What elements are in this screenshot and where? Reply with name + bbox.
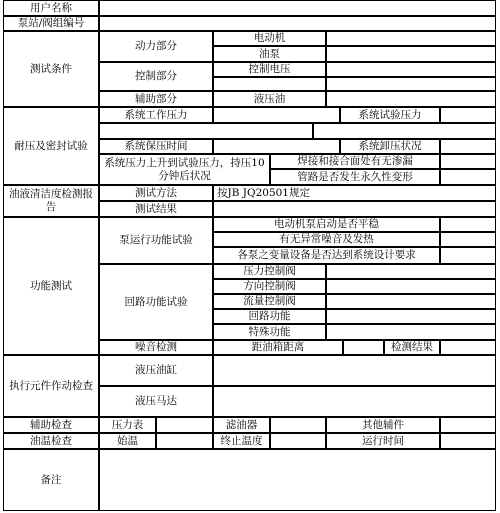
oil-pump-label: 油泵 (213, 46, 326, 62)
user-name-value[interactable] (99, 0, 496, 16)
distance-label: 距油箱距离 (213, 340, 343, 355)
noise-heat-label: 有无异常噪音及发热 (213, 232, 440, 247)
start-temp-label: 始温 (99, 433, 156, 449)
end-temp-value[interactable] (270, 433, 326, 449)
motor-smooth-label: 电动机泵启动是否平稳 (213, 217, 440, 232)
circuit-test-label: 回路功能试验 (99, 264, 213, 340)
pump-test-label: 泵运行功能试验 (99, 217, 213, 264)
user-name-label: 用户名称 (3, 0, 99, 16)
remarks-value[interactable] (99, 449, 496, 511)
pressure-reach-label: 各泵之变量设备是否达到系统设计要求 (213, 247, 440, 264)
power-part-label: 动力部分 (99, 31, 213, 62)
hold-time-value[interactable] (213, 139, 340, 154)
control-blank-value[interactable] (326, 77, 496, 91)
hold-time-label: 系统保压时间 (99, 139, 213, 154)
unload-status-value[interactable] (440, 139, 496, 154)
noise-detect-label: 噪音检测 (99, 340, 213, 355)
other-parts-value[interactable] (440, 417, 496, 433)
test-conditions-label: 测试条件 (3, 31, 99, 107)
remarks-label: 备注 (3, 449, 99, 511)
flow-valve-value[interactable] (326, 294, 496, 309)
cylinder-label: 液压油缸 (99, 355, 213, 386)
pressure-reach-value[interactable] (440, 247, 496, 264)
special-function-value[interactable] (326, 324, 496, 340)
cylinder-value[interactable] (213, 355, 496, 386)
station-no-label: 泵站/阀组编号 (3, 16, 99, 31)
hydraulic-oil-value[interactable] (326, 91, 496, 107)
motor-label: 电动机 (213, 31, 326, 46)
other-parts-label: 其他辅件 (326, 417, 440, 433)
noise-heat-value[interactable] (440, 232, 496, 247)
control-voltage-label: 控制电压 (213, 62, 326, 77)
pressure-valve-label: 压力控制阀 (213, 264, 326, 279)
detect-result-label: 检测结果 (384, 340, 440, 355)
weld-leak-value[interactable] (440, 154, 496, 169)
control-blank-label (213, 77, 326, 91)
working-pressure-label: 系统工作压力 (99, 107, 213, 123)
pressure-valve-value[interactable] (326, 264, 496, 279)
control-part-label: 控制部分 (99, 62, 213, 91)
weld-leak-label: 焊接和接合面处有无渗漏 (270, 154, 440, 169)
run-time-value[interactable] (440, 433, 496, 449)
flow-valve-label: 流量控制阀 (213, 294, 326, 309)
test-pressure-label: 系统试验压力 (340, 107, 440, 123)
pipe-deform-label: 管路是否发生永久性变形 (270, 169, 440, 185)
oil-cleanliness-label: 油液清洁度检测报告 (3, 185, 99, 217)
circuit-function-label: 回路功能 (213, 309, 326, 324)
hyd-motor-value[interactable] (213, 386, 496, 417)
result-value[interactable] (213, 201, 496, 217)
method-label: 测试方法 (99, 185, 213, 201)
rise-condition-label: 系统压力上升到试验压力，持压10分钟后状况 (99, 154, 270, 185)
pressure-seal-label: 耐压及密封试验 (3, 107, 99, 185)
start-temp-value[interactable] (156, 433, 213, 449)
pressure-gauge-label: 压力表 (99, 417, 156, 433)
direction-valve-value[interactable] (326, 279, 496, 294)
motor-value[interactable] (326, 31, 496, 46)
oil-pump-value[interactable] (326, 46, 496, 62)
filter-value[interactable] (270, 417, 326, 433)
test-pressure-value[interactable] (440, 107, 496, 123)
circuit-function-value[interactable] (326, 309, 496, 324)
distance-value[interactable] (343, 340, 384, 355)
pipe-deform-value[interactable] (440, 169, 496, 185)
unload-status-label: 系统卸压状况 (340, 139, 440, 154)
run-time-label: 运行时间 (326, 433, 440, 449)
station-no-value[interactable] (99, 16, 496, 31)
direction-valve-label: 方向控制阀 (213, 279, 326, 294)
blank-row-a[interactable] (99, 123, 313, 139)
pressure-gauge-value[interactable] (156, 417, 213, 433)
method-value: 按JB JQ20501规定 (213, 185, 496, 201)
aux-part-label: 辅助部分 (99, 91, 213, 107)
hydraulic-oil-label: 液压油 (213, 91, 326, 107)
actuator-label: 执行元件作动检查 (3, 355, 99, 417)
blank-row-b[interactable] (313, 123, 496, 139)
hyd-motor-label: 液压马达 (99, 386, 213, 417)
function-test-label: 功能测试 (3, 217, 99, 355)
working-pressure-value[interactable] (213, 107, 340, 123)
special-function-label: 特殊功能 (213, 324, 326, 340)
aux-check-label: 辅助检查 (3, 417, 99, 433)
motor-smooth-value[interactable] (440, 217, 496, 232)
oil-check-label: 油温检查 (3, 433, 99, 449)
detect-result-value[interactable] (440, 340, 496, 355)
end-temp-label: 终止温度 (213, 433, 270, 449)
result-label: 测试结果 (99, 201, 213, 217)
filter-label: 滤油器 (213, 417, 270, 433)
control-voltage-value[interactable] (326, 62, 496, 77)
